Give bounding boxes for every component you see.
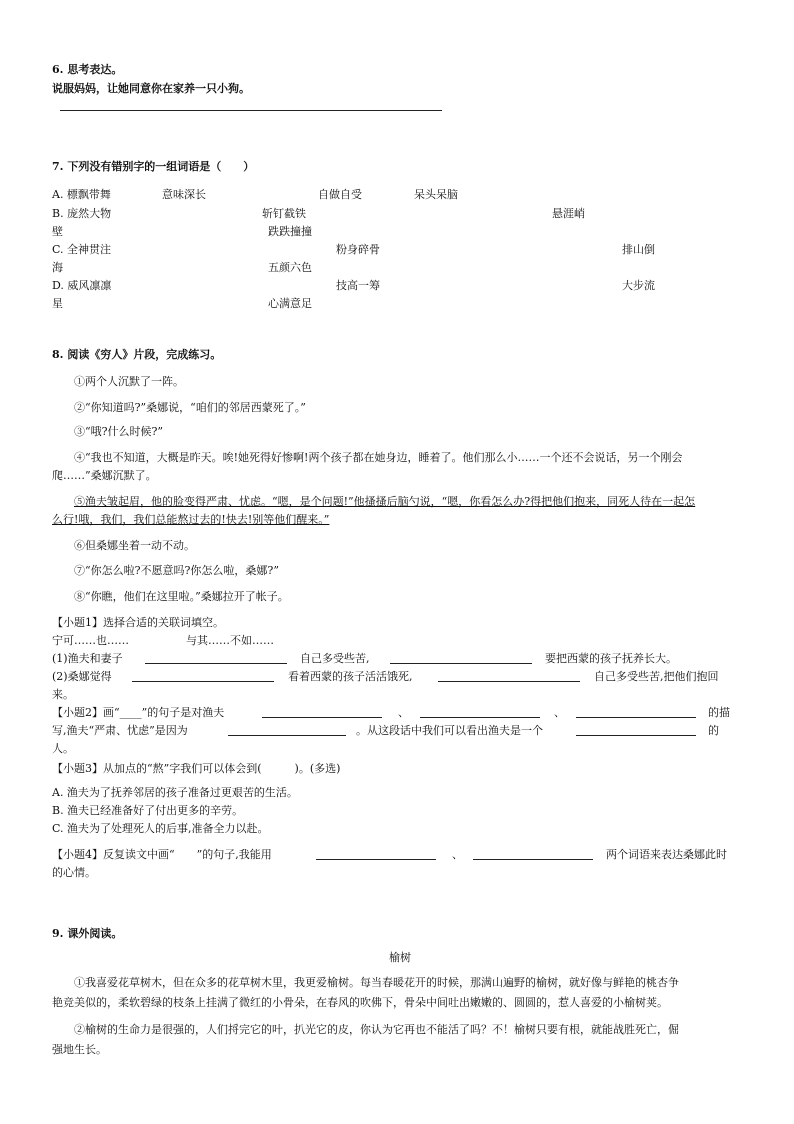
q7-option-a-word3: 自做自受 [318, 188, 362, 201]
q7-option-d-word2: 技高一筹 [336, 279, 380, 292]
q9-paragraph-2-line2: 强地生长。 [52, 1043, 107, 1056]
sub1-line2-end: 自己多受些苦,把他们抱回 [594, 670, 719, 683]
sub4-blank-1[interactable] [316, 847, 436, 860]
q7-option-d: D. 威风凛凛 [52, 279, 112, 292]
q7-option-a: A. 標飘带舞 [52, 188, 111, 201]
q9-paragraph-1-line1: ①我喜爱花草树木，但在众多的花草树木里，我更爱榆树。每当春暖花开的时候，那满山遍野的榆树，就好像与鲜艳的桃杏争 [74, 976, 679, 989]
sub1-blank-4[interactable] [438, 669, 580, 682]
sub4-separator: 、 [452, 848, 463, 861]
q7-option-d-word4: 心满意足 [268, 297, 312, 310]
q7-option-d-word3: 大步流 [622, 279, 655, 292]
sub2-blank-3[interactable] [576, 705, 696, 718]
q7-option-b-word3: 悬涯峭 [552, 207, 585, 220]
q7-option-c: C. 全神贯注 [52, 243, 112, 256]
q7-option-b: B. 庞然大物 [52, 207, 112, 220]
q9-article-title: 榆树 [389, 951, 411, 964]
sub2-line3: 人。 [52, 742, 74, 755]
q7-heading: 7. 下列没有错别字的一组词语是（ ） [52, 160, 255, 173]
q8-paragraph-5-line2: 么行!哦，我们，我们总能熬过去的!快去!别等他们醒来。” [52, 513, 330, 526]
q7-option-b-word2: 斩钉截铁 [262, 207, 306, 220]
sub1-option-a: 宁可……也…… [52, 634, 129, 647]
sub1-line2-wrap: 来。 [52, 688, 74, 701]
q8-paragraph-4-line1: ④“我也不知道，大概是昨天。唉!她死得好惨啊!两个孩子都在她身边，睡着了。他们那么小……一个还不会说话，另一个刚会 [74, 451, 683, 464]
sub2-start: 【小题2】画“____”的句子是对渔夫 [52, 706, 225, 719]
q7-option-c-word3: 排山倒 [622, 243, 655, 256]
q9-heading: 9. 课外阅读。 [52, 927, 123, 940]
sub2-line2-start: 写,渔夫“严肃、忧虑”是因为 [52, 724, 188, 737]
sub3-title: 【小题3】从加点的“熬”字我们可以体会到( )。(多选) [52, 762, 341, 775]
sub1-line1-end: 要把西蒙的孩子抚养长大。 [545, 652, 677, 665]
sub2-separator-2: 、 [554, 706, 565, 719]
q7-option-b-word4: 跌跌撞撞 [268, 225, 312, 238]
q8-paragraph-5-line1: ⑤渔夫皱起眉，他的脸变得严肃、忧虑。“嗯，是个问题!”他搔搔后脑勺说，“嗯，你看怎么办?得把他们抱来，同死人待在一起怎 [74, 495, 696, 508]
q8-paragraph-1: ①两个人沉默了一阵。 [74, 375, 184, 388]
sub2-blank-2[interactable] [420, 705, 540, 718]
sub2-line2-mid: 。从这段话中我们可以看出渔夫是一个 [356, 724, 543, 737]
q7-option-a-word4: 呆头呆脑 [414, 188, 458, 201]
q8-paragraph-8: ⑧“你瞧，他们在这里啦。”桑娜拉开了帐子。 [74, 590, 289, 603]
sub2-separator-1: 、 [398, 706, 409, 719]
sub1-option-b: 与其……不如…… [186, 634, 274, 647]
sub4-end: 两个词语来表达桑娜此时 [606, 848, 727, 861]
q6-prompt: 说服妈妈，让她同意你在家养一只小狗。 [52, 82, 250, 95]
q8-paragraph-4-line2: 爬……”桑娜沉默了。 [52, 469, 157, 482]
sub1-blank-2[interactable] [390, 651, 532, 664]
sub2-blank-1[interactable] [262, 705, 382, 718]
sub2-line1-end: 的描 [708, 706, 730, 719]
q7-option-b-wrap: 壁 [52, 225, 63, 238]
q8-paragraph-2: ②“你知道吗?”桑娜说，“咱们的邻居西蒙死了。” [74, 401, 306, 414]
q7-option-c-word2: 粉身碎骨 [336, 243, 380, 256]
q8-paragraph-7: ⑦“你怎么啦?不愿意吗?你怎么啦，桑娜?” [74, 564, 279, 577]
sub4-start: 【小题4】反复读文中画“ ”的句子,我能用 [52, 848, 272, 861]
q9-paragraph-2-line1: ②榆树的生命力是很强的，人们捋完它的叶，扒光它的皮，你认为它再也不能活了吗？不！榆树只要有根，就能战胜死亡，倔 [74, 1023, 679, 1036]
sub1-blank-1[interactable] [145, 651, 287, 664]
sub1-line1-start: (1)渔夫和妻子 [52, 652, 123, 665]
sub1-blank-3[interactable] [132, 669, 274, 682]
sub4-line2: 的心情。 [52, 866, 96, 879]
q8-heading: 8. 阅读《穷人》片段，完成练习。 [52, 348, 222, 361]
q6-heading: 6. 思考表达。 [52, 63, 123, 76]
sub1-line1-mid: 自己多受些苦, [300, 652, 370, 665]
q8-paragraph-3: ③“哦?什么时候?” [74, 425, 164, 438]
sub4-blank-2[interactable] [473, 847, 593, 860]
q7-option-a-word2: 意味深长 [162, 188, 206, 201]
q7-option-c-wrap: 海 [52, 261, 63, 274]
sub1-title: 【小题1】选择合适的关联词填空。 [52, 616, 224, 629]
q8-paragraph-6: ⑥但桑娜坐着一动不动。 [74, 539, 195, 552]
sub1-line2-mid: 看着西蒙的孩子活活饿死, [288, 670, 413, 683]
sub2-line2-end: 的 [708, 724, 719, 737]
sub2-blank-4[interactable] [228, 723, 346, 736]
q6-answer-line[interactable] [60, 110, 442, 111]
q7-option-c-word4: 五颜六色 [268, 261, 312, 274]
sub1-line2-start: (2)桑娜觉得 [52, 670, 112, 683]
sub3-option-c[interactable]: C. 渔夫为了处理死人的后事,准备全力以赴。 [52, 822, 269, 835]
sub3-option-a[interactable]: A. 渔夫为了抚养邻居的孩子准备过更艰苦的生活。 [52, 786, 298, 799]
q7-option-d-wrap: 星 [52, 297, 63, 310]
sub2-blank-5[interactable] [576, 723, 696, 736]
sub3-option-b[interactable]: B. 渔夫已经准备好了付出更多的辛劳。 [52, 804, 244, 817]
q9-paragraph-1-line2: 艳竞美似的，柔软碧绿的枝条上挂满了微红的小骨朵，在春风的吹佛下，骨朵中间吐出嫩嫩的、圆圆的，惹人喜爱的小榆树荚。 [52, 996, 668, 1009]
